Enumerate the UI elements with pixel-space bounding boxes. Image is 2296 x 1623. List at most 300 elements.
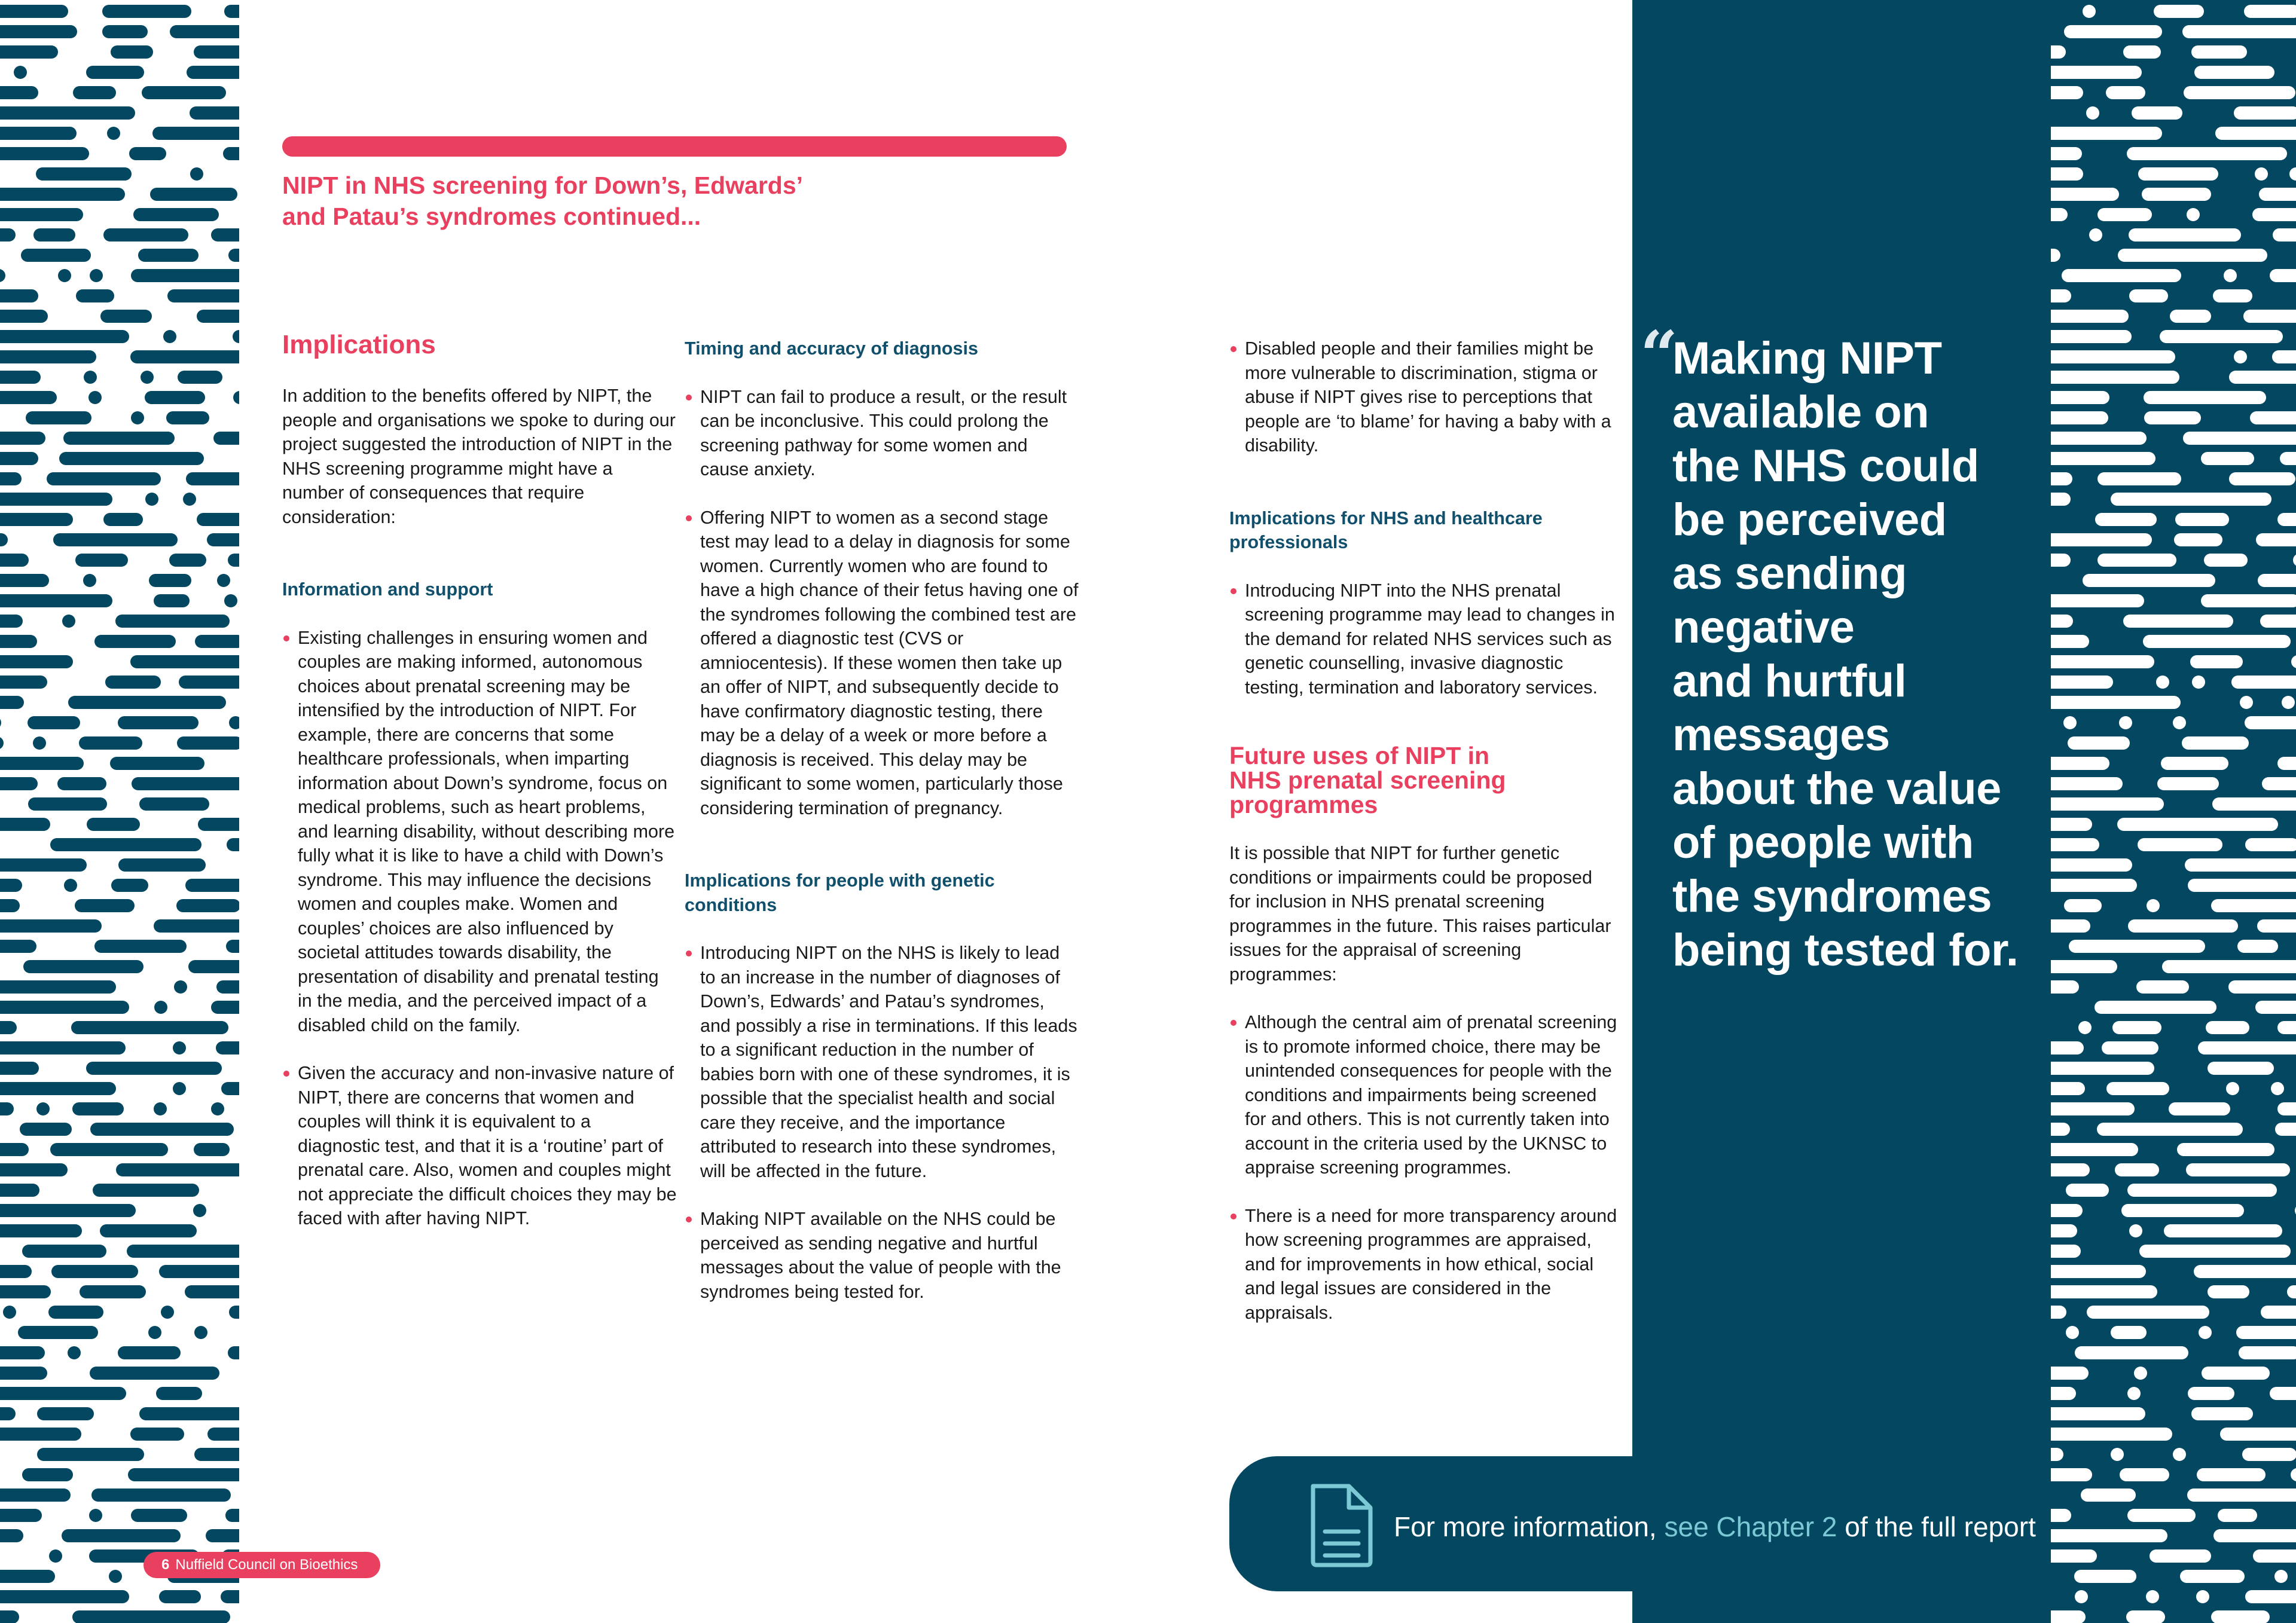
pattern-dash [2191, 1407, 2253, 1420]
pattern-dash [2051, 310, 2129, 323]
pattern-dash [2051, 1407, 2145, 1420]
pattern-dash [2118, 249, 2267, 262]
pattern-dash [2051, 371, 2179, 384]
pattern-dash [0, 757, 84, 770]
pattern-dash [2206, 1021, 2249, 1034]
right-decorative-pattern [2051, 0, 2296, 1623]
pattern-dash [185, 1285, 239, 1298]
pattern-dash [0, 330, 129, 343]
pattern-dash [227, 838, 239, 851]
pattern-dash [161, 1306, 174, 1319]
pattern-dash [2051, 1387, 2076, 1400]
pattern-dash [2173, 716, 2186, 729]
pattern-dash [2097, 472, 2181, 485]
pattern-dash [0, 1041, 126, 1055]
pattern-dash [2051, 1163, 2090, 1176]
pattern-dash [193, 1204, 206, 1217]
pattern-dash [2160, 330, 2283, 343]
pattern-dash [0, 289, 38, 302]
pattern-dash [0, 391, 57, 404]
pattern-dash [0, 1143, 29, 1156]
pattern-dash [2086, 106, 2099, 120]
pattern-dash [2051, 1265, 2146, 1278]
pattern-dash [2123, 615, 2233, 628]
pattern-dash [2051, 594, 2144, 607]
pattern-dash [2229, 371, 2296, 384]
information-support-subheading: Information and support [282, 579, 493, 600]
pattern-dash [0, 655, 73, 668]
pattern-dash [2097, 1123, 2243, 1136]
section-header-line-1: NIPT in NHS screening for Down’s, Edwards’ [282, 172, 804, 199]
pattern-dash [2245, 1590, 2296, 1603]
pattern-dash [2174, 533, 2222, 546]
quote-line: and hurtful [1672, 656, 1907, 707]
section-header-line-2: and Patau’s syndromes continued... [282, 203, 701, 230]
pattern-dash [2051, 655, 2154, 668]
implications-heading: Implications [282, 330, 436, 359]
pattern-dash [72, 1102, 124, 1115]
pattern-dash [216, 1041, 239, 1055]
pattern-dash [2253, 1549, 2296, 1563]
pattern-dash [2175, 513, 2229, 526]
pattern-dash [2144, 391, 2266, 404]
pattern-dash [105, 676, 161, 689]
pattern-dash [217, 574, 230, 587]
pattern-dash [194, 45, 239, 59]
bullet-item: There is a need for more transparency around how screening programmes are appraised, and for improvements in how ethical, social and legal issues are considered in the appraisals. [1229, 1204, 1618, 1325]
pattern-dash [211, 1102, 224, 1115]
pattern-dash [2121, 1204, 2244, 1217]
pattern-dash [2127, 1387, 2141, 1400]
column-2 [685, 330, 1079, 1304]
pattern-dash [2051, 1082, 2085, 1095]
pattern-dash [2143, 635, 2291, 648]
pattern-dash [2051, 1509, 2071, 1522]
more-info-box [1229, 1456, 2036, 1591]
pattern-dash [0, 5, 68, 18]
pattern-dash [48, 1306, 103, 1319]
pattern-dash [2112, 1021, 2161, 1034]
pattern-dash [0, 493, 112, 506]
pattern-dash [2231, 676, 2296, 689]
pattern-dash [2187, 1488, 2296, 1502]
bullet-item: Offering NIPT to women as a second stage test may lead to a delay in diagnosis for some women. Currently women who are found to have a high chance of their fetus having one of the syndromes following the combined test are offered a diagnostic test (CVS or amniocentesis). If these women then take up an offer of NIPT, and subsequently decide to have confirmatory diagnostic testing, there may be a delay of a week or more before a diagnosis is received. This delay may be significant to some women, particularly those considering termination of pregnancy. [685, 506, 1079, 821]
pattern-dash [2051, 858, 2132, 872]
pattern-dash [211, 1001, 239, 1014]
pattern-dash [0, 1224, 82, 1237]
pattern-dash [2150, 1549, 2211, 1563]
pattern-dash [0, 513, 73, 526]
pattern-dash [2051, 1204, 2083, 1217]
pattern-dash [2201, 452, 2254, 465]
pattern-dash [2287, 1285, 2296, 1298]
pattern-dash [0, 188, 125, 201]
pattern-dash [0, 208, 83, 221]
pattern-dash [2142, 188, 2211, 201]
pattern-dash [154, 919, 239, 933]
pattern-dash [2293, 554, 2296, 567]
pattern-dash [197, 310, 239, 323]
pattern-dash [141, 371, 154, 384]
pattern-dash [190, 167, 203, 181]
header-accent-bar [282, 136, 1067, 157]
pattern-dash [2213, 289, 2252, 302]
pattern-dash [2051, 208, 2068, 221]
pattern-dash [2051, 147, 2082, 160]
pattern-dash [0, 1285, 51, 1298]
pattern-dash [76, 289, 114, 302]
pattern-dash [2106, 1082, 2169, 1095]
pattern-dash [2236, 1326, 2296, 1339]
pattern-dash [2136, 980, 2189, 994]
pattern-dash [131, 269, 239, 282]
pattern-dash [2211, 1610, 2270, 1623]
pattern-dash [2211, 899, 2296, 912]
quote-line: the syndromes [1672, 871, 1992, 922]
future-uses-heading-line-1: Future uses of NIPT in [1229, 742, 1490, 769]
pattern-dash [2051, 167, 2083, 181]
future-uses-heading [1229, 744, 1618, 817]
pattern-dash [2068, 736, 2130, 750]
pattern-dash [84, 371, 97, 384]
pattern-dash [131, 1509, 187, 1522]
pattern-dash [37, 1407, 94, 1420]
pattern-dash [2188, 1387, 2234, 1400]
pattern-dash [229, 716, 239, 729]
pattern-dash [2051, 1610, 2086, 1623]
pattern-dash [2146, 1590, 2159, 1603]
pattern-dash [0, 1428, 81, 1441]
bullet-item: Given the accuracy and non-invasive nature of NIPT, there are concerns that women and couples will think it is equivalent to a diagnostic test, and that it is a ‘routine’ part of prenatal care. Also, women and couples might not appreciate the difficult choices they may be faced with after having NIPT. [282, 1061, 677, 1231]
pattern-dash [224, 5, 239, 18]
pattern-dash [2128, 919, 2238, 933]
pattern-dash [2234, 106, 2296, 120]
pattern-dash [71, 1021, 228, 1034]
pattern-dash [103, 228, 188, 242]
pattern-dash [2138, 838, 2222, 851]
pattern-dash [138, 249, 199, 262]
pattern-dash [2208, 1285, 2249, 1298]
pattern-dash [2051, 127, 2162, 140]
pattern-dash [2051, 1306, 2066, 1319]
pattern-dash [2291, 655, 2296, 668]
pattern-dash [3, 1306, 16, 1319]
pattern-dash [0, 1387, 126, 1400]
pattern-dash [2051, 452, 2155, 465]
pattern-dash [2277, 1102, 2296, 1115]
pattern-dash [197, 513, 239, 526]
pattern-dash [62, 615, 75, 628]
pattern-dash [26, 411, 91, 424]
pattern-dash [2224, 269, 2237, 282]
pattern-dash [139, 797, 209, 811]
pattern-dash [2051, 1102, 2135, 1115]
pattern-dash [0, 980, 116, 994]
pattern-dash [2127, 1509, 2196, 1522]
pattern-dash [0, 371, 41, 384]
pattern-dash [2161, 757, 2228, 770]
pattern-dash [233, 391, 239, 404]
pattern-dash [0, 676, 47, 689]
pattern-dash [94, 635, 176, 648]
pattern-dash [115, 615, 230, 628]
pattern-dash [2215, 127, 2296, 140]
pull-quote [1640, 316, 2060, 977]
pattern-dash [2138, 167, 2218, 181]
quote-line: be perceived [1672, 494, 1947, 545]
pattern-dash [2051, 960, 2117, 973]
pattern-dash [170, 25, 239, 38]
pattern-dash [2051, 1448, 2063, 1461]
pattern-dash [2066, 1326, 2079, 1339]
pattern-dash [2051, 45, 2066, 59]
pattern-dash [2063, 716, 2077, 729]
pattern-dash [224, 594, 237, 607]
pattern-dash [0, 919, 102, 933]
pattern-dash [49, 1549, 62, 1563]
bullet-item: Although the central aim of prenatal screening is to promote informed choice, there may be unintended consequences for people with the conditions and impairments being screened for and others. This is not currently taken into account in the criteria used by the UKNSC to appraise screening programmes. [1229, 1010, 1618, 1180]
pattern-dash [2275, 1123, 2296, 1136]
pattern-dash [28, 716, 80, 729]
pattern-dash [154, 594, 190, 607]
page-number: 6 [161, 1557, 170, 1573]
pattern-dash [118, 1346, 181, 1359]
pattern-dash [0, 1021, 17, 1034]
pattern-dash [2185, 858, 2296, 872]
pattern-dash [0, 452, 38, 465]
pattern-dash [2196, 1590, 2209, 1603]
pattern-dash [2106, 86, 2145, 99]
pattern-dash [0, 940, 36, 953]
future-uses-heading-line-3: programmes [1229, 791, 1378, 818]
pattern-dash [0, 310, 48, 323]
pattern-dash [0, 1102, 14, 1115]
pattern-dash [2201, 594, 2296, 607]
pattern-dash [2187, 208, 2200, 221]
pattern-dash [2051, 1062, 2154, 1075]
pattern-dash [154, 1001, 167, 1014]
pattern-dash [2129, 289, 2168, 302]
pattern-dash [2127, 1184, 2277, 1197]
pattern-dash [2074, 1570, 2136, 1583]
pattern-dash [131, 411, 144, 424]
pattern-dash [2197, 1468, 2266, 1481]
pattern-dash [2170, 310, 2211, 323]
bullet-item: Introducing NIPT into the NHS prenatal screening programme may lead to changes in the demand for related NHS services such as genetic counselling, invasive diagnostic testing, termination and laboratory services. [1229, 579, 1618, 700]
pattern-dash [133, 208, 219, 221]
pattern-dash [2259, 188, 2296, 201]
chapter-2-link[interactable]: see Chapter 2 [1664, 1511, 1837, 1542]
pattern-dash [2097, 554, 2176, 567]
pattern-dash [2097, 208, 2152, 221]
pattern-dash [2256, 533, 2296, 546]
pattern-dash [50, 838, 201, 851]
pattern-dash [59, 452, 204, 465]
pattern-dash [2204, 554, 2248, 567]
bullet-item: Existing challenges in ensuring women and couples are making informed, autonomous choices about prenatal screening may be intensified by the introduction of NIPT. For example, there are concerns that some healthcare professionals, when imparting information about Down’s syndrome, focus on medical problems, such as heart problems, and learning disability, without describing more fully what it is like to have a child with Down’s syndrome. This may influence the decisions women and couples make. Women and couples’ choices are also influenced by societal attitudes towards disability, the presentation of disability and prenatal testing in the media, and the perceived impact of a disabled child on the family. [282, 626, 677, 1038]
future-uses-intro: It is possible that NIPT for further genetic conditions or impairments could be proposed for inclusion in NHS prenatal screening programmes in the future. This raises particular issues for the appraisal of screening programmes: [1229, 843, 1611, 985]
pattern-dash [2129, 1224, 2142, 1237]
pattern-dash [0, 858, 87, 872]
pattern-dash [187, 66, 239, 79]
pattern-dash [2051, 1123, 2070, 1136]
pattern-dash [2123, 45, 2161, 59]
pattern-dash [2237, 940, 2278, 953]
pattern-dash [2240, 696, 2253, 709]
pattern-dash [2252, 208, 2296, 221]
pattern-dash [2234, 350, 2247, 363]
pattern-dash [0, 1265, 32, 1278]
pattern-dash [2051, 797, 2164, 811]
pattern-dash [2075, 1346, 2188, 1359]
pattern-dash [211, 228, 239, 242]
pattern-dash [194, 1326, 207, 1339]
pattern-dash [2087, 1306, 2209, 1319]
pattern-dash [0, 736, 4, 750]
pattern-dash [2182, 736, 2249, 750]
pattern-dash [2191, 45, 2247, 59]
pattern-dash [2083, 574, 2215, 587]
pattern-dash [2051, 289, 2071, 302]
pattern-dash [0, 432, 45, 445]
pattern-dash [2051, 1468, 2092, 1481]
pattern-dash [2051, 879, 2137, 892]
pattern-dash [2245, 838, 2296, 851]
pattern-dash [86, 1062, 222, 1075]
pattern-dash [2243, 310, 2296, 323]
left-decorative-pattern [0, 0, 239, 1623]
pattern-dash [2051, 66, 2142, 79]
pattern-dash [0, 147, 89, 160]
quote-line: messages [1672, 710, 1890, 760]
pattern-dash [2291, 1468, 2296, 1481]
pattern-dash [128, 1468, 239, 1481]
pattern-dash [2051, 330, 2132, 343]
pattern-dash [2255, 1001, 2296, 1014]
organisation-name: Nuffield Council on Bioethics [175, 1557, 358, 1573]
pattern-dash [91, 1488, 231, 1502]
pattern-dash [2169, 1102, 2230, 1115]
pattern-dash [0, 554, 29, 567]
pattern-dash [185, 879, 239, 892]
pattern-dash [2051, 696, 2181, 709]
pattern-dash [127, 1245, 239, 1258]
pattern-dash [21, 249, 91, 262]
pattern-dash [228, 249, 239, 262]
more-info-text [1394, 1511, 2036, 1542]
pattern-dash [118, 716, 199, 729]
pattern-dash [2257, 919, 2296, 933]
pattern-dash [2220, 1428, 2296, 1441]
bullet-item: NIPT can fail to produce a result, or the result can be inconclusive. This could prolong the screening pathway for some women and cause anxiety. [685, 385, 1079, 482]
pattern-dash [194, 1448, 239, 1461]
pattern-dash [2051, 1367, 2089, 1380]
pattern-dash [2274, 1570, 2288, 1583]
pattern-dash [0, 1570, 55, 1583]
pattern-dash [58, 269, 71, 282]
pattern-dash [148, 1326, 161, 1339]
pattern-dash [2192, 676, 2205, 689]
pattern-dash [2242, 1448, 2296, 1461]
genetic-conditions-subheading: Implications for people with genetic conditions [685, 870, 995, 915]
pattern-dash [0, 1367, 47, 1380]
more-info-suffix: of the full report [1837, 1511, 2036, 1542]
pattern-dash [94, 940, 187, 953]
pattern-dash [0, 472, 22, 485]
pattern-dash [2095, 513, 2157, 526]
pattern-dash [0, 899, 20, 912]
pattern-dash [2258, 574, 2296, 587]
pattern-dash [207, 1428, 239, 1441]
pattern-dash [194, 1143, 230, 1156]
pattern-dash [2095, 1001, 2216, 1014]
pattern-dash [2051, 1285, 2157, 1298]
pattern-dash [87, 818, 140, 831]
pattern-dash [2062, 269, 2181, 282]
pattern-dash [2177, 1143, 2274, 1156]
pattern-dash [90, 1367, 219, 1380]
pattern-dash [36, 1102, 50, 1115]
pattern-dash [0, 45, 58, 59]
pattern-dash [169, 554, 206, 567]
pattern-dash [216, 980, 239, 994]
pattern-dash [2260, 615, 2296, 628]
pattern-dash [118, 858, 206, 872]
pattern-dash [2132, 106, 2182, 120]
quote-mark-icon: “ [1640, 316, 1678, 393]
pattern-dash [116, 1163, 239, 1176]
pattern-dash [2194, 66, 2274, 79]
pattern-dash [2051, 1428, 2172, 1441]
pattern-dash [0, 1407, 16, 1420]
pattern-dash [2229, 472, 2295, 485]
pattern-dash [2111, 1326, 2147, 1339]
quote-line: of people with [1672, 817, 1974, 868]
pattern-dash [2081, 1488, 2136, 1502]
pattern-dash [2282, 696, 2295, 709]
pattern-dash [195, 635, 239, 648]
pattern-dash [2228, 980, 2296, 994]
pattern-dash [2115, 1163, 2159, 1176]
pattern-dash [86, 66, 144, 79]
pattern-dash [0, 106, 135, 120]
pattern-dash [166, 411, 209, 424]
pattern-dash [2173, 1448, 2186, 1461]
pattern-dash [2051, 1224, 2077, 1237]
pattern-dash [221, 1082, 239, 1095]
pattern-dash [0, 1346, 45, 1359]
pattern-dash [145, 493, 158, 506]
pattern-dash [2212, 797, 2296, 811]
pattern-dash [50, 1143, 168, 1156]
pattern-dash [2270, 269, 2296, 282]
pattern-dash [2075, 1590, 2088, 1603]
quote-line: available on [1672, 387, 1929, 438]
pattern-dash [102, 5, 191, 18]
future-uses-heading-line-2: NHS prenatal screening [1229, 766, 1506, 794]
pattern-dash [2119, 716, 2132, 729]
pattern-dash [223, 147, 239, 160]
pattern-dash [2261, 1306, 2296, 1319]
pattern-dash [0, 1062, 39, 1075]
pattern-dash [0, 228, 16, 242]
pattern-dash [62, 1529, 181, 1542]
pattern-dash [2051, 1143, 2138, 1156]
pattern-dash [2226, 1082, 2239, 1095]
pattern-dash [0, 1610, 19, 1623]
pattern-dash [75, 554, 128, 567]
pattern-dash [102, 25, 148, 38]
